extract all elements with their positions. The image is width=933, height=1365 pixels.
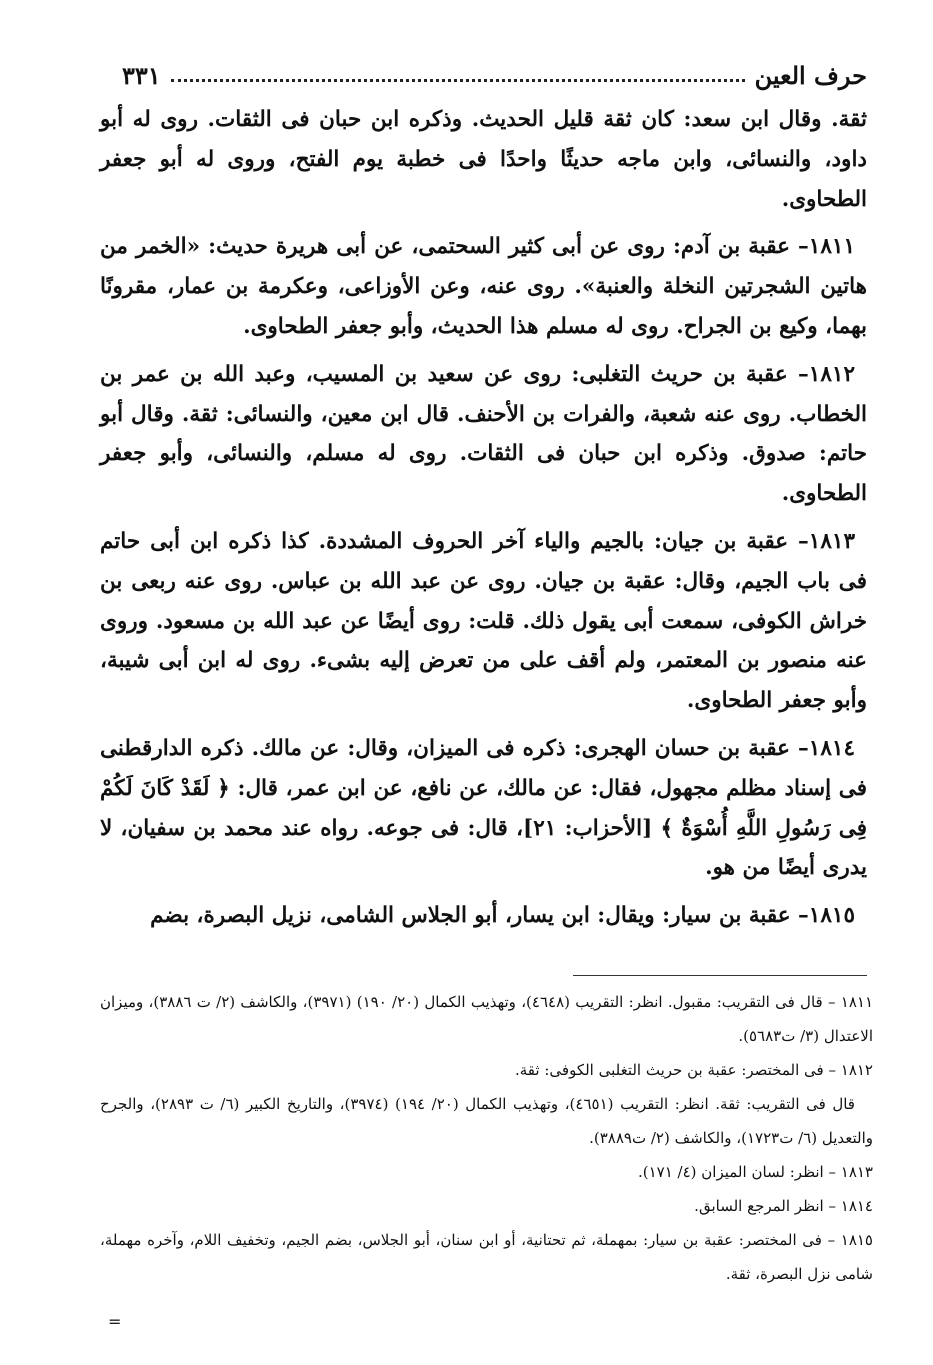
footnote-separator xyxy=(573,975,867,976)
entry-1813: ١٨١٣– عقبة بن جيان: بالجيم والياء آخر الحروف المشددة. كذا ذكره ابن أبى حاتم فى باب الجيم، وقال: عقبة بن جيان. روى عن عبد الله بن عباس. روى عنه ربعى بن خراش الكوفى، سمعت أبى يقول ذلك. قلت: روى أيضًا عن عبد الله بن مسعود. وروى عنه منصور بن المعتمر، ولم أقف على من تعرض إليه بشىء. روى له ابن أبى شيبة، وأبو جعفر الطحاوى. xyxy=(100,528,867,714)
footnote-1815: ١٨١٥ – فى المختصر: عقبة بن سيار: بمهملة، ثم تحتانية، أو ابن سنان، أبو الجلاس، بضم الجيم، وتخفيف اللام، وآخره مهملة، شامى نزل البصرة، ثقة. xyxy=(100,1231,873,1283)
header-dotted-leader xyxy=(171,79,745,82)
main-text xyxy=(100,100,867,944)
paragraph-continuation: ثقة. وقال ابن سعد: كان ثقة قليل الحديث. وذكره ابن حبان فى الثقات. روى له أبو داود، والنسائى، وابن ماجه حديثًا واحدًا فى خطبة يوم الفتح، وروى له أبو جعفر الطحاوى. xyxy=(100,107,867,212)
chapter-title: حرف العين xyxy=(754,61,867,90)
page-signature-mark: = xyxy=(108,1312,122,1331)
page-header xyxy=(122,50,867,90)
entry-1815: ١٨١٥– عقبة بن سيار: ويقال: ابن يسار، أبو الجلاس الشامى، نزيل البصرة، بضم xyxy=(150,903,855,929)
footnote-1812-continued: قال فى التقريب: ثقة. انظر: التقريب (٤٦٥١)، وتهذيب الكمال (٢٠/ ١٩٤) (٣٩٧٤)، والتاريخ الكبير (٦/ ت ٢٨٩٣)، والجرح والتعديل (٦/ ت١٧٢٣)، والكاشف (٢/ ت٣٨٨٩). xyxy=(100,1095,873,1147)
footnote-1812: ١٨١٢ – فى المختصر: عقبة بن حريث التغلبى الكوفى: ثقة. xyxy=(515,1061,873,1079)
footnotes xyxy=(100,985,873,1291)
footnote-1811: ١٨١١ – قال فى التقريب: مقبول. انظر: التقريب (٤٦٤٨)، وتهذيب الكمال (٢٠/ ١٩٠) (٣٩٧١)، والكاشف (٢/ ت ٣٨٨٦)، وميزان الاعتدال (٣/ ت٥٦٨٣). xyxy=(100,993,874,1045)
footnote-1813: ١٨١٣ – انظر: لسان الميزان (٤/ ١٧١). xyxy=(637,1163,873,1181)
entry-1814: ١٨١٤– عقبة بن حسان الهجرى: ذكره فى الميزان، وقال: عن مالك. ذكره الدارقطنى فى إسناد مظلم مجهول، فقال: عن مالك، عن نافع، عن ابن عمر، قال: ﴿ لَقَدْ كَانَ لَكُمْ فِى رَسُولِ اللَّهِ أُسْوَةٌ ﴾ [الأحزاب: ٢١]، قال: فى جوعه. رواه عند محمد بن سفيان، لا يدرى أيضًا من هو. xyxy=(100,735,867,881)
entry-1811: ١٨١١– عقبة بن آدم: روى عن أبى كثير السحتمى، عن أبى هريرة حديث: «الخمر من هاتين الشجرتين النخلة والعنبة». روى عنه، وعن الأوزاعى، وعكرمة بن عمار، مقرونًا بهما، وكيع بن الجراح. روى له مسلم هذا الحديث، وأبو جعفر الطحاوى. xyxy=(100,234,867,339)
footnote-1814: ١٨١٤ – انظر المرجع السابق. xyxy=(694,1197,873,1215)
page-number: ٣٣١ xyxy=(122,61,161,90)
entry-1812: ١٨١٢– عقبة بن حريث التغلبى: روى عن سعيد بن المسيب، وعبد الله بن عمر بن الخطاب. روى عنه شعبة، والفرات بن الأحنف. قال ابن معين، والنسائى: ثقة. وقال أبو حاتم: صدوق. وذكره ابن حبان فى الثقات. روى له مسلم، والنسائى، وأبو جعفر الطحاوى. xyxy=(100,361,867,507)
